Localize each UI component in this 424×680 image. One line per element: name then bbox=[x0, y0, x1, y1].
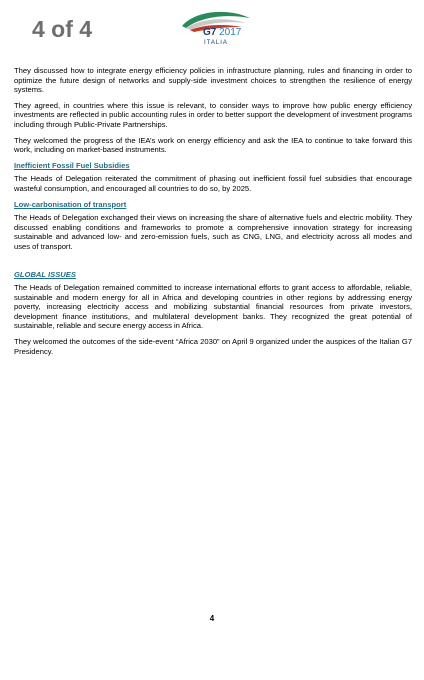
paragraph-fossil-fuel-commitment: The Heads of Delegation reiterated the commitment of phasing out inefficient fossil fuel subsidies that encourage wasteful consumption, and encouraged all countries to do so, by 2025. bbox=[14, 174, 412, 193]
section-title-global-issues: GLOBAL ISSUES bbox=[14, 269, 76, 279]
subheading-fossil-fuel-subsidies: Inefficient Fossil Fuel Subsidies bbox=[14, 160, 130, 170]
paragraph-africa-2030-event: They welcomed the outcomes of the side-event “Africa 2030” on April 9 organized under the auspices of the Italian G7 Presidency. bbox=[14, 337, 412, 356]
logo-subtitle: ITALIA bbox=[204, 40, 228, 46]
paragraph-iea-progress: They welcomed the progress of the IEA’s work on energy efficiency and ask the IEA to continue to take forward this work, including on market-based instruments. bbox=[14, 135, 412, 155]
paragraph-alternative-fuels: The Heads of Delegation exchanged their views on increasing the share of alternative fuels and electric mobility. They discussed enabling conditions and frameworks to promote a comprehensive innovation strategy for increasing sustainable and advanced low- and zero-emission fuels, such as CNG, LNG, and electricity across all modes and uses of transport. bbox=[14, 213, 412, 251]
paragraph-energy-efficiency-planning: They discussed how to integrate energy efficiency policies in infrastructure planning, rules and financing in order to optimize the future design of networks and supply-side investment choices to strengthen the resilience of energy systems. bbox=[14, 66, 412, 95]
subheading-low-carbon-transport: Low-carbonisation of transport bbox=[14, 199, 127, 209]
page-counter: 4 of 4 bbox=[32, 16, 93, 42]
logo-year: 2017 bbox=[219, 27, 242, 38]
page-number: 4 bbox=[209, 614, 215, 623]
logo-wordmark bbox=[203, 27, 241, 38]
document-body bbox=[14, 66, 412, 362]
logo-title: G7 bbox=[203, 27, 217, 38]
paragraph-public-accounting: They agreed, in countries where this issue is relevant, to consider ways to improve how public energy efficiency investments are reflected in public accounting rules in order to better support the development of investment programs including through Public-Private Partnerships. bbox=[14, 100, 412, 129]
paragraph-africa-energy-access: The Heads of Delegation remained committed to increase international efforts to grant access to affordable, reliable, sustainable and modern energy for all in Africa and developing countries in other regions by addressing energy poverty, increasing electricity access and mobilizing substantial financial resources from private investors, development finance institutions, and multilateral development banks. They recognized the great potential of sustainable, reliable and secure energy access in Africa. bbox=[14, 283, 412, 331]
